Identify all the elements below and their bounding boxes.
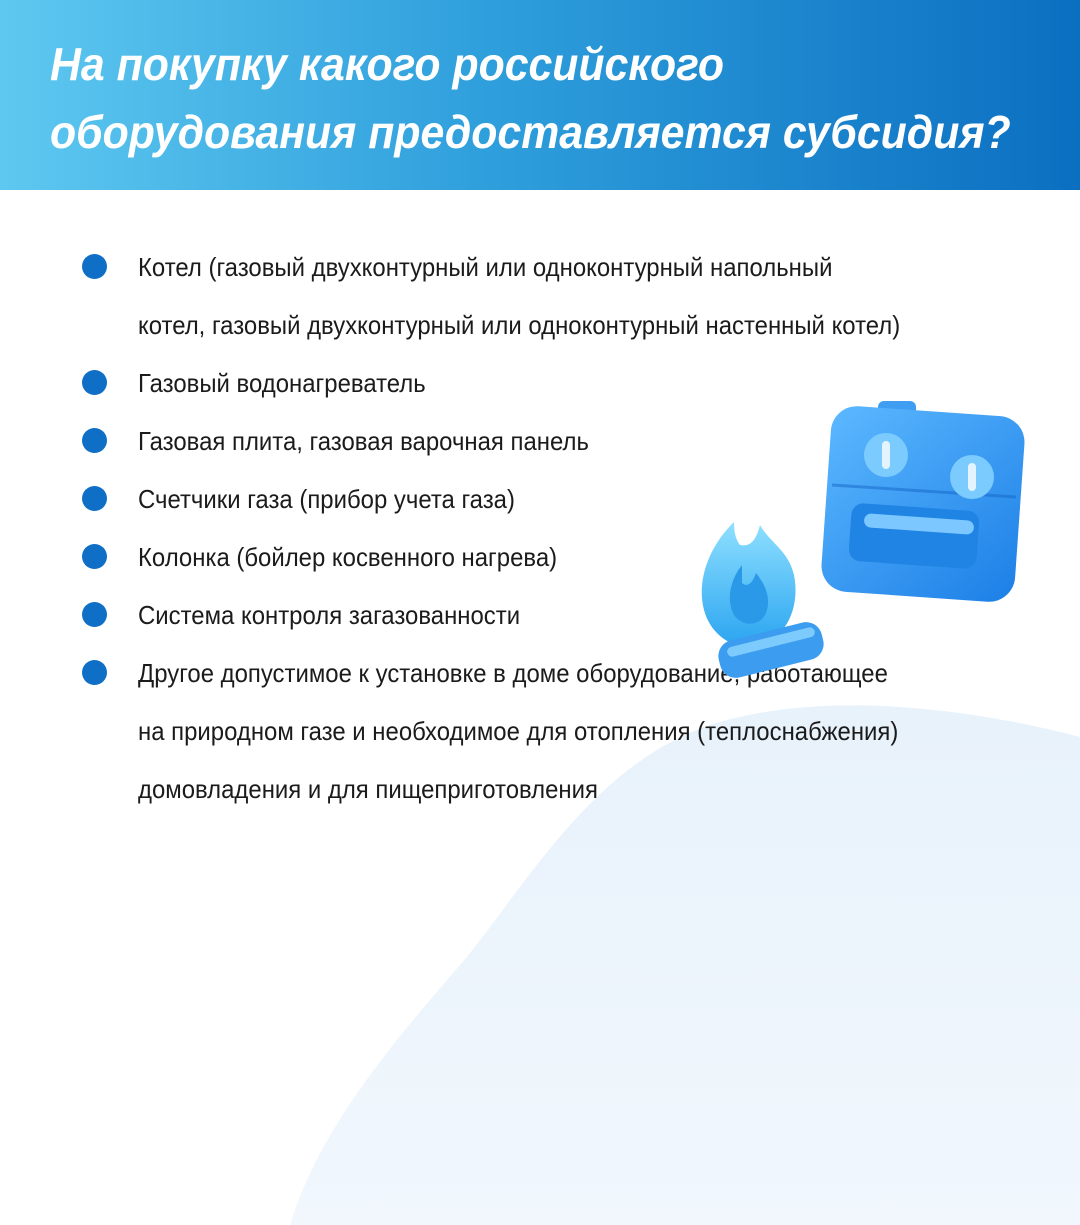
list-item-line: Колонка (бойлер косвенного нагрева) [138, 542, 558, 572]
bullet-icon [82, 602, 107, 627]
bullet-icon [82, 428, 107, 453]
header-banner [0, 0, 1080, 190]
gas-boiler-icon [820, 401, 1027, 604]
bullet-icon [82, 370, 107, 395]
title-line-1: На покупку какого российского [50, 38, 725, 90]
bullet-icon [82, 254, 107, 279]
list-item-line: Счетчики газа (прибор учета газа) [138, 484, 515, 514]
bullet-icon [82, 544, 107, 569]
list-item-line: Другое допустимое к установке в доме оборудование, работающее [138, 658, 888, 688]
list-item-line: на природном газе и необходимое для отопления (теплоснабжения) [138, 716, 899, 746]
list-item-line: Система контроля загазованности [138, 600, 521, 630]
list-item-text [138, 238, 968, 354]
list-item-line: домовладения и для пищеприготовления [138, 774, 598, 804]
gas-equipment-illustration [690, 395, 1040, 695]
gas-flame-icon [702, 522, 827, 681]
bullet-icon [82, 660, 107, 685]
list-item-line: котел, газовый двухконтурный или одноконтурный настенный котел) [138, 310, 901, 340]
list-item-line: Газовый водонагреватель [138, 368, 426, 398]
page-title [50, 30, 1011, 166]
title-line-2: оборудования предоставляется субсидия? [50, 106, 1011, 158]
list-item-line: Котел (газовый двухконтурный или одноконтурный напольный [138, 252, 833, 282]
list-item-line: Газовая плита, газовая варочная панель [138, 426, 589, 456]
list-item [80, 238, 1040, 354]
bullet-icon [82, 486, 107, 511]
